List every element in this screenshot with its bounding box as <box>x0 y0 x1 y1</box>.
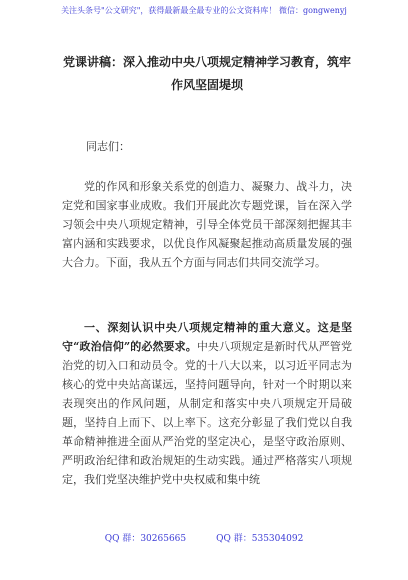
footer-qq-group-2: QQ 群：535304092 <box>216 534 304 544</box>
footer-qq-group-1: QQ 群：30265665 <box>104 534 187 544</box>
document-title: 党课讲稿：深入推动中央八项规定精神学习教育，筑牢作风坚固堤坝 <box>62 55 351 92</box>
section-one-heading: 一、深刻认识中央八项规定精神的重大意义。这是坚守“政治信仰”的必然要求。 <box>62 321 352 353</box>
paragraph-intro: 党的作风和形象关系党的创造力、凝聚力、战斗力，决定党和国家事业成败。我们开展此次专题党课，旨在深入学习领会中央八项规定精神，引导全体党员干部深刻把握其丰富内涵和实践要求，以优良作风凝聚起推动高质量发展的强大合力。下面，我从五个方面与同志们共同交流学习。 <box>62 180 352 269</box>
paragraph-section-one <box>62 318 352 489</box>
header-banner: 关注头条号"公文研究"，获得最新最全最专业的公文资料库！ 微信：gongwenyj <box>61 6 347 15</box>
footer-contact <box>0 534 408 545</box>
salutation: 同志们： <box>86 140 130 153</box>
section-one-body: 中央八项规定是新时代从严管党治党的切入口和动员令。党的十八大以来，以习近平同志为核心的党中央站高谋远，坚持问题导向，针对一个时期以来表现突出的作风问题，从制定和落实中央八项规定开局破题，坚持自上而下、以上率下。这充分彰显了我们党以自我革命精神推进全面从严治党的坚定决心，是坚守政治原则、严明政治纪律和政治规矩的生动实践。通过严格落实八项规定，我们党坚决维护党中央权威和集中统 <box>62 340 352 486</box>
